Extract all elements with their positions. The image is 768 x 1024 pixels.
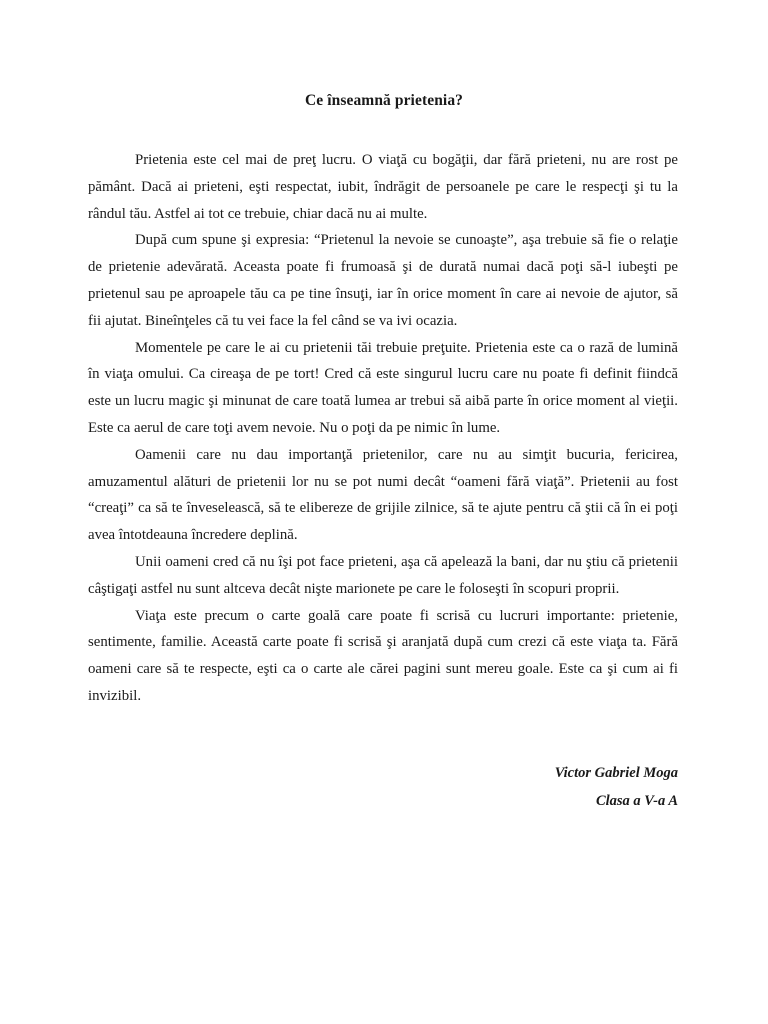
document-title: Ce înseamnă prietenia? [304,92,464,109]
paragraph: Unii oameni cred că nu îşi pot face prieteni, aşa că apelează la bani, dar nu ştiu că prietenii câştigaţi astfel nu sunt altceva decât nişte marionete pe care le foloseşti în scopuri proprii. [88,553,678,597]
author-name: Victor Gabriel Moga [554,765,678,781]
document-body [88,147,678,710]
paragraph: După cum spune şi expresia: “Prietenul la nevoie se cunoaşte”, aşa trebuie să fie o relaţie de prietenie adevărată. Aceasta poate fi frumoasă şi de durată numai dacă poţi să-l iubeşti pe prietenul sau pe aproapele tău ca pe tine însuţi, iar în orice moment în care ai nevoie de ajutor, să fii ajutat. Bineînţeles că tu vei face la fel când se va ivi ocazia. [88,232,678,329]
paragraph: Viaţa este precum o carte goală care poate fi scrisă cu lucruri importante: prietenie, sentimente, familie. Această carte poate fi scrisă şi aranjată după cum crezi că este viaţa ta. Fără oameni care să te respecte, eşti ca o carte ale cărei pagini sunt mereu goale. Este ca şi cum ai fi invizibil. [88,607,678,704]
paragraph: Momentele pe care le ai cu prietenii tăi trebuie preţuite. Prietenia este ca o rază de lumină în viaţa omului. Ca cireaşa de pe tort! Cred că este singurul lucru care nu poate fi definit fiindcă este un lucru magic şi minunat de care toată lumea ar trebui să aibă parte în orice moment al vieţii. Este ca aerul de care toţi avem nevoie. Nu o poţi da pe nimic în lume. [88,339,678,436]
paragraph: Oamenii care nu dau importanţă prietenilor, care nu au simţit bucuria, fericirea, amuzamentul alături de prietenii lor nu se pot numi decât “oameni fără viaţă”. Prietenii au fost “creaţi” ca să te înveselească, să te elibereze de grijile zilnice, să te ajute pentru că ştii că în ei poţi avea întotdeauna încredere deplină. [88,446,678,544]
paragraph: Prietenia este cel mai de preţ lucru. O viaţă cu bogăţii, dar fără prieteni, nu are rost pe pământ. Dacă ai prieteni, eşti respectat, iubit, îndrăgit de persoanele pe care le respecţi şi tu la rândul tău. Astfel ai tot ce trebuie, chiar dacă nu ai multe. [88,152,678,222]
author-class: Clasa a V-a A [595,793,678,809]
